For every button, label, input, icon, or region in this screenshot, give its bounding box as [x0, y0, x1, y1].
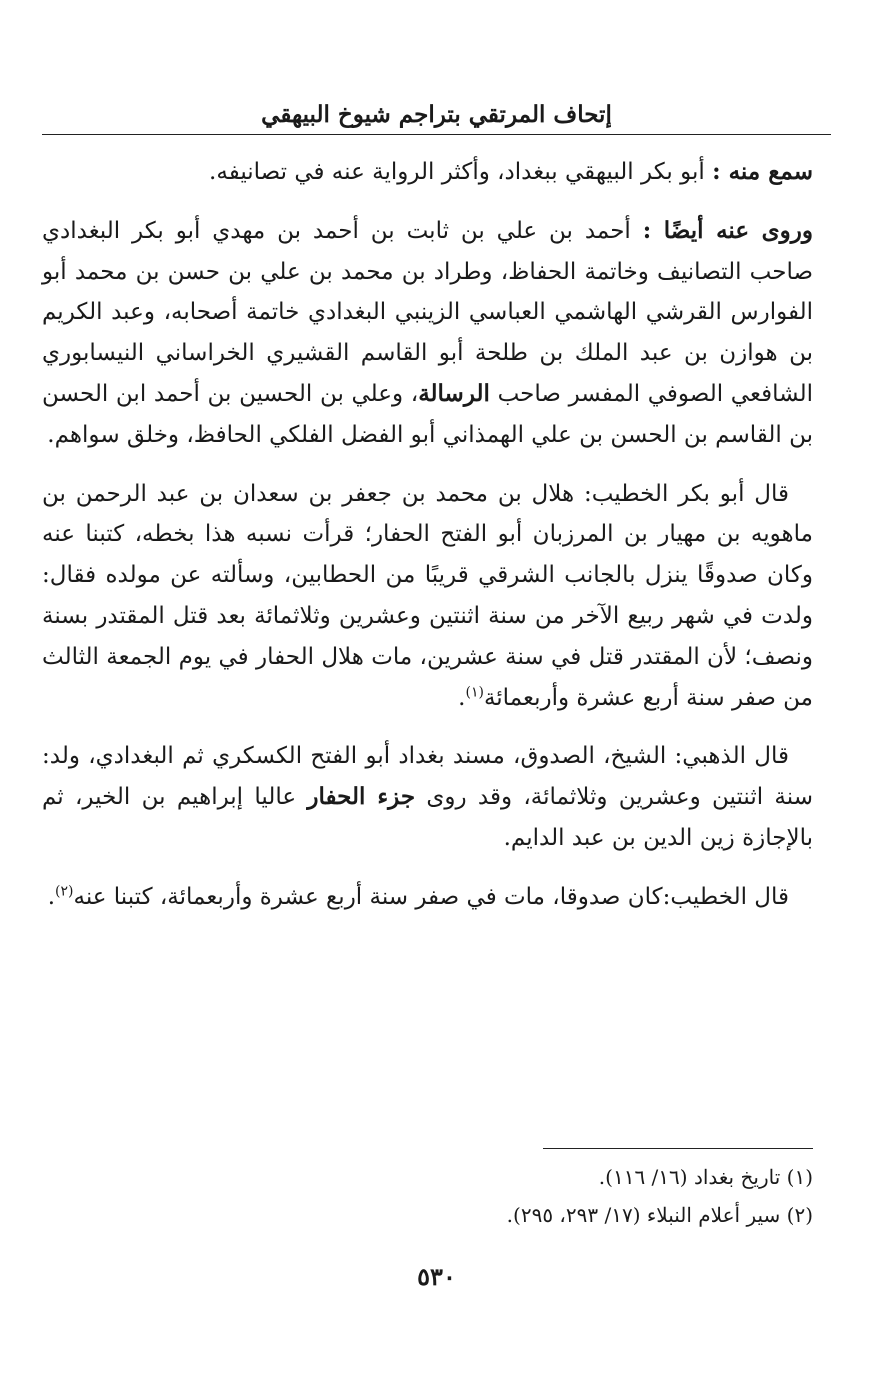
footnote-rule [543, 1148, 813, 1149]
text-heard-from: أبو بكر البيهقي ببغداد، وأكثر الرواية عنه في تصانيفه. [209, 159, 713, 185]
paragraph-narrators [42, 211, 813, 456]
text-khatib-2-end: . [47, 883, 56, 910]
text-khatib: قال أبو بكر الخطيب: هلال بن محمد بن جعفر بن سعدان بن عبد الرحمن بن ماهويه بن مهيار بن المرزبان أبو الفتح الحفار؛ قرأت نسبه هذا بخطه، كتبنا عنه وكان صدوقًا ينزل بالجانب الشرقي قريبًا من الحطابين، وسألته عن مولده فقال: ولدت في شهر ربيع الآخر من سنة اثنتين وعشرين وثلاثمائة بعد قتل المقتدر بسنة ونصف؛ لأن المقتدر قتل في سنة عشرين، مات هلال الحفار في يوم الجمعة الثالث من صفر سنة أربع عشرة وأربعمائة [42, 480, 813, 711]
label-heard-from: سمع منه : [712, 158, 813, 185]
footnotes [42, 1158, 813, 1234]
footnote-1: (١) تاريخ بغداد (١٦/ ١١٦). [598, 1165, 813, 1189]
text-narrators-2: ، وعلي بن الحسين بن أحمد ابن الحسن بن القاسم بن الحسن بن علي الهمذاني أبو الفضل الفلكي الحافظ، وخلق سواهم. [42, 380, 813, 448]
text-dhahabi-2: عاليا إبراهيم بن الخير، ثم بالإجازة زين الدين بن عبد الدايم. [42, 784, 813, 851]
text-dhahabi-1: قال الذهبي: الشيخ، الصدوق، مسند بغداد أبو الفتح الكسكري ثم البغدادي، ولد: سنة اثنتين وعشرين وثلاثمائة، وقد روى [42, 743, 813, 811]
page-number: ٥٣٠ [417, 1262, 456, 1291]
paragraph-khatib [42, 474, 813, 719]
running-header: إتحاف المرتقي بتراجم شيوخ البيهقي [261, 101, 612, 128]
footnote-ref-1[interactable]: (١) [465, 683, 484, 700]
text-narrators-1: أحمد بن علي بن ثابت بن أحمد بن مهدي أبو بكر البغدادي صاحب التصانيف وخاتمة الحفاظ، وطراد بن محمد بن علي بن حسن بن محمد أبو الفوارس القرشي الهاشمي العباسي الزينبي البغدادي خاتمة أصحابه، وعبد الكريم بن هوازن بن عبد الملك بن طلحة أبو القاسم القشيري الخراساني النيسابوري الشافعي الصوفي المفسر صاحب [42, 217, 813, 407]
text-khatib-end: . [458, 684, 466, 711]
paragraph-dhahabi [42, 736, 813, 858]
paragraph-khatib-2 [42, 877, 813, 918]
footnote-2: (٢) سير أعلام النبلاء (١٧/ ٢٩٣، ٢٩٥). [506, 1203, 813, 1227]
bold-risala: الرسالة [418, 379, 490, 407]
paragraph-heard-from [42, 152, 813, 193]
header-rule [42, 134, 831, 135]
footnote-ref-2[interactable]: (٢) [55, 883, 74, 900]
text-khatib-2: قال الخطيب:كان صدوقا، مات في صفر سنة أربع عشرة وأربعمائة، كتبنا عنه [73, 883, 789, 910]
main-text [42, 152, 813, 936]
bold-juz-hafar: جزء الحفار [307, 783, 416, 811]
label-narrators: وروى عنه أيضًا : [642, 216, 813, 244]
